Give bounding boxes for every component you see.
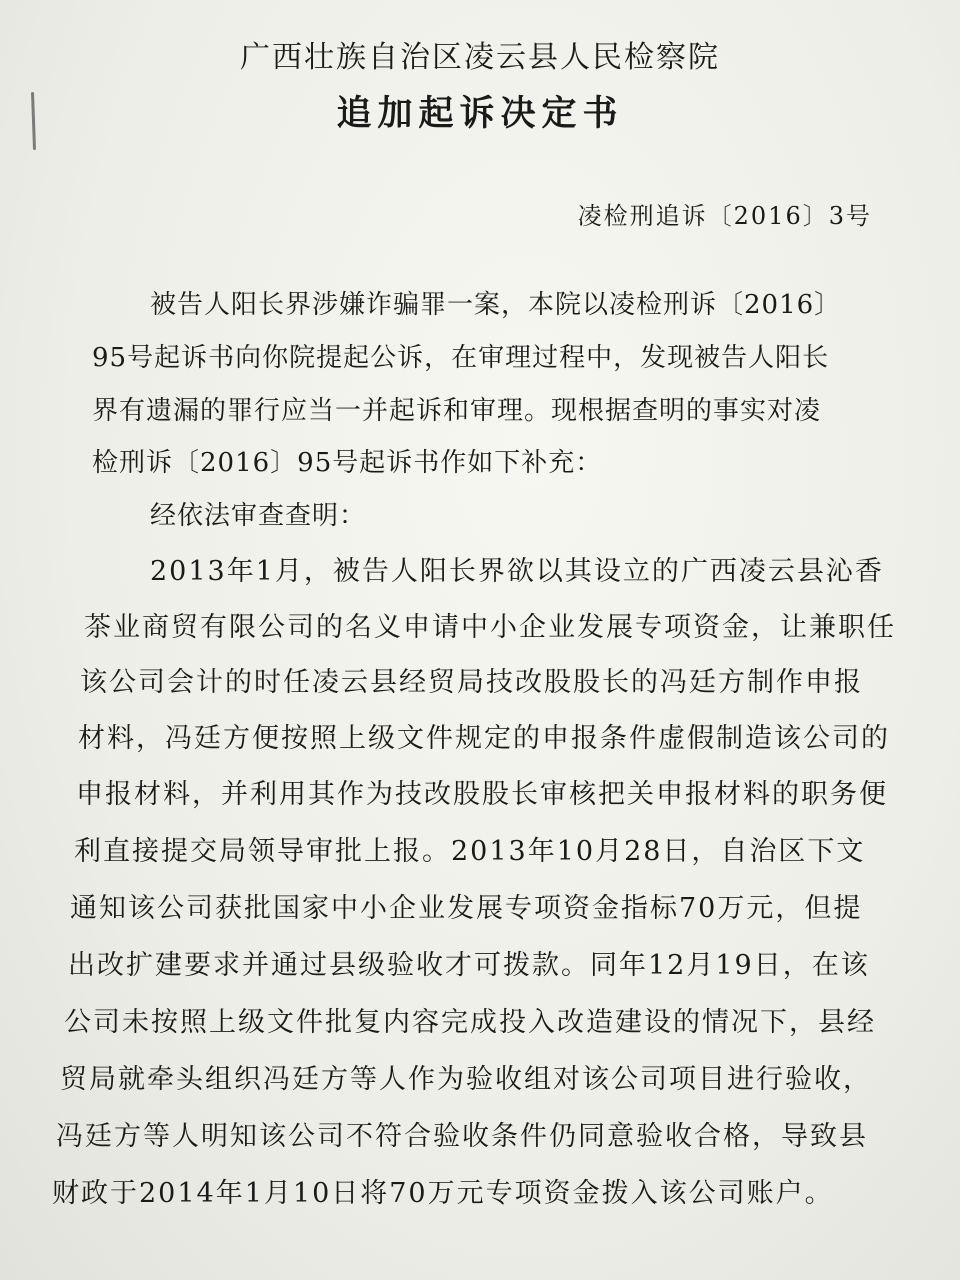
body-line: 出改扩建要求并通过县级验收才可拨款。同年12月19日，在该: [68, 950, 870, 981]
organization-title: 广西壮族自治区凌云县人民检察院: [240, 40, 720, 75]
body-line: 冯廷方等人明知该公司不符合验收条件仍同意验收合格，导致县: [56, 1121, 868, 1152]
body-line: 检刑诉〔2016〕95号起诉书作如下补充：: [92, 448, 603, 478]
body-line: 贸局就牵头组织冯廷方等人作为验收组对该公司项目进行验收，: [60, 1064, 872, 1095]
body-line: 界有遗漏的罪行应当一并起诉和审理。现根据查明的事实对凌: [92, 396, 822, 426]
body-line: 利直接提交局领导审批上报。2013年10月28日，自治区下文: [74, 836, 866, 867]
body-line: 茶业商贸有限公司的名义申请中小企业发展专项资金，让兼职任: [84, 612, 896, 643]
body-line: 通知该公司获批国家中小企业发展专项资金指标70万元，但提: [70, 893, 863, 924]
body-line: 财政于2014年1月10日将70万元专项资金拨入该公司账户。: [52, 1178, 834, 1209]
body-line: 公司未按照上级文件批复内容完成投入改造建设的情况下，县经: [64, 1007, 876, 1038]
body-line: 该公司会计的时任凌云县经贸局技改股股长的冯廷方制作申报: [80, 667, 863, 698]
body-line: 2013年1月，被告人阳长界欲以其设立的广西凌云县沁香: [150, 556, 884, 587]
body-line: 被告人阳长界涉嫌诈骗罪一案，本院以凌检刑诉〔2016〕: [150, 290, 842, 320]
body-line: 申报材料，并利用其作为技改股股长审核把关申报材料的职务便: [76, 779, 888, 810]
body-line: 经依法审查查明：: [150, 501, 367, 531]
document-number: 凌检刑追诉〔2016〕3号: [577, 202, 872, 230]
document-title: 追加起诉决定书: [336, 93, 624, 134]
body-line: 95号起诉书向你院提起公诉，在审理过程中，发现被告人阳长: [92, 343, 830, 373]
body-line: 材料，冯廷方便按照上级文件规定的申报条件虚假制造该公司的: [78, 723, 890, 754]
